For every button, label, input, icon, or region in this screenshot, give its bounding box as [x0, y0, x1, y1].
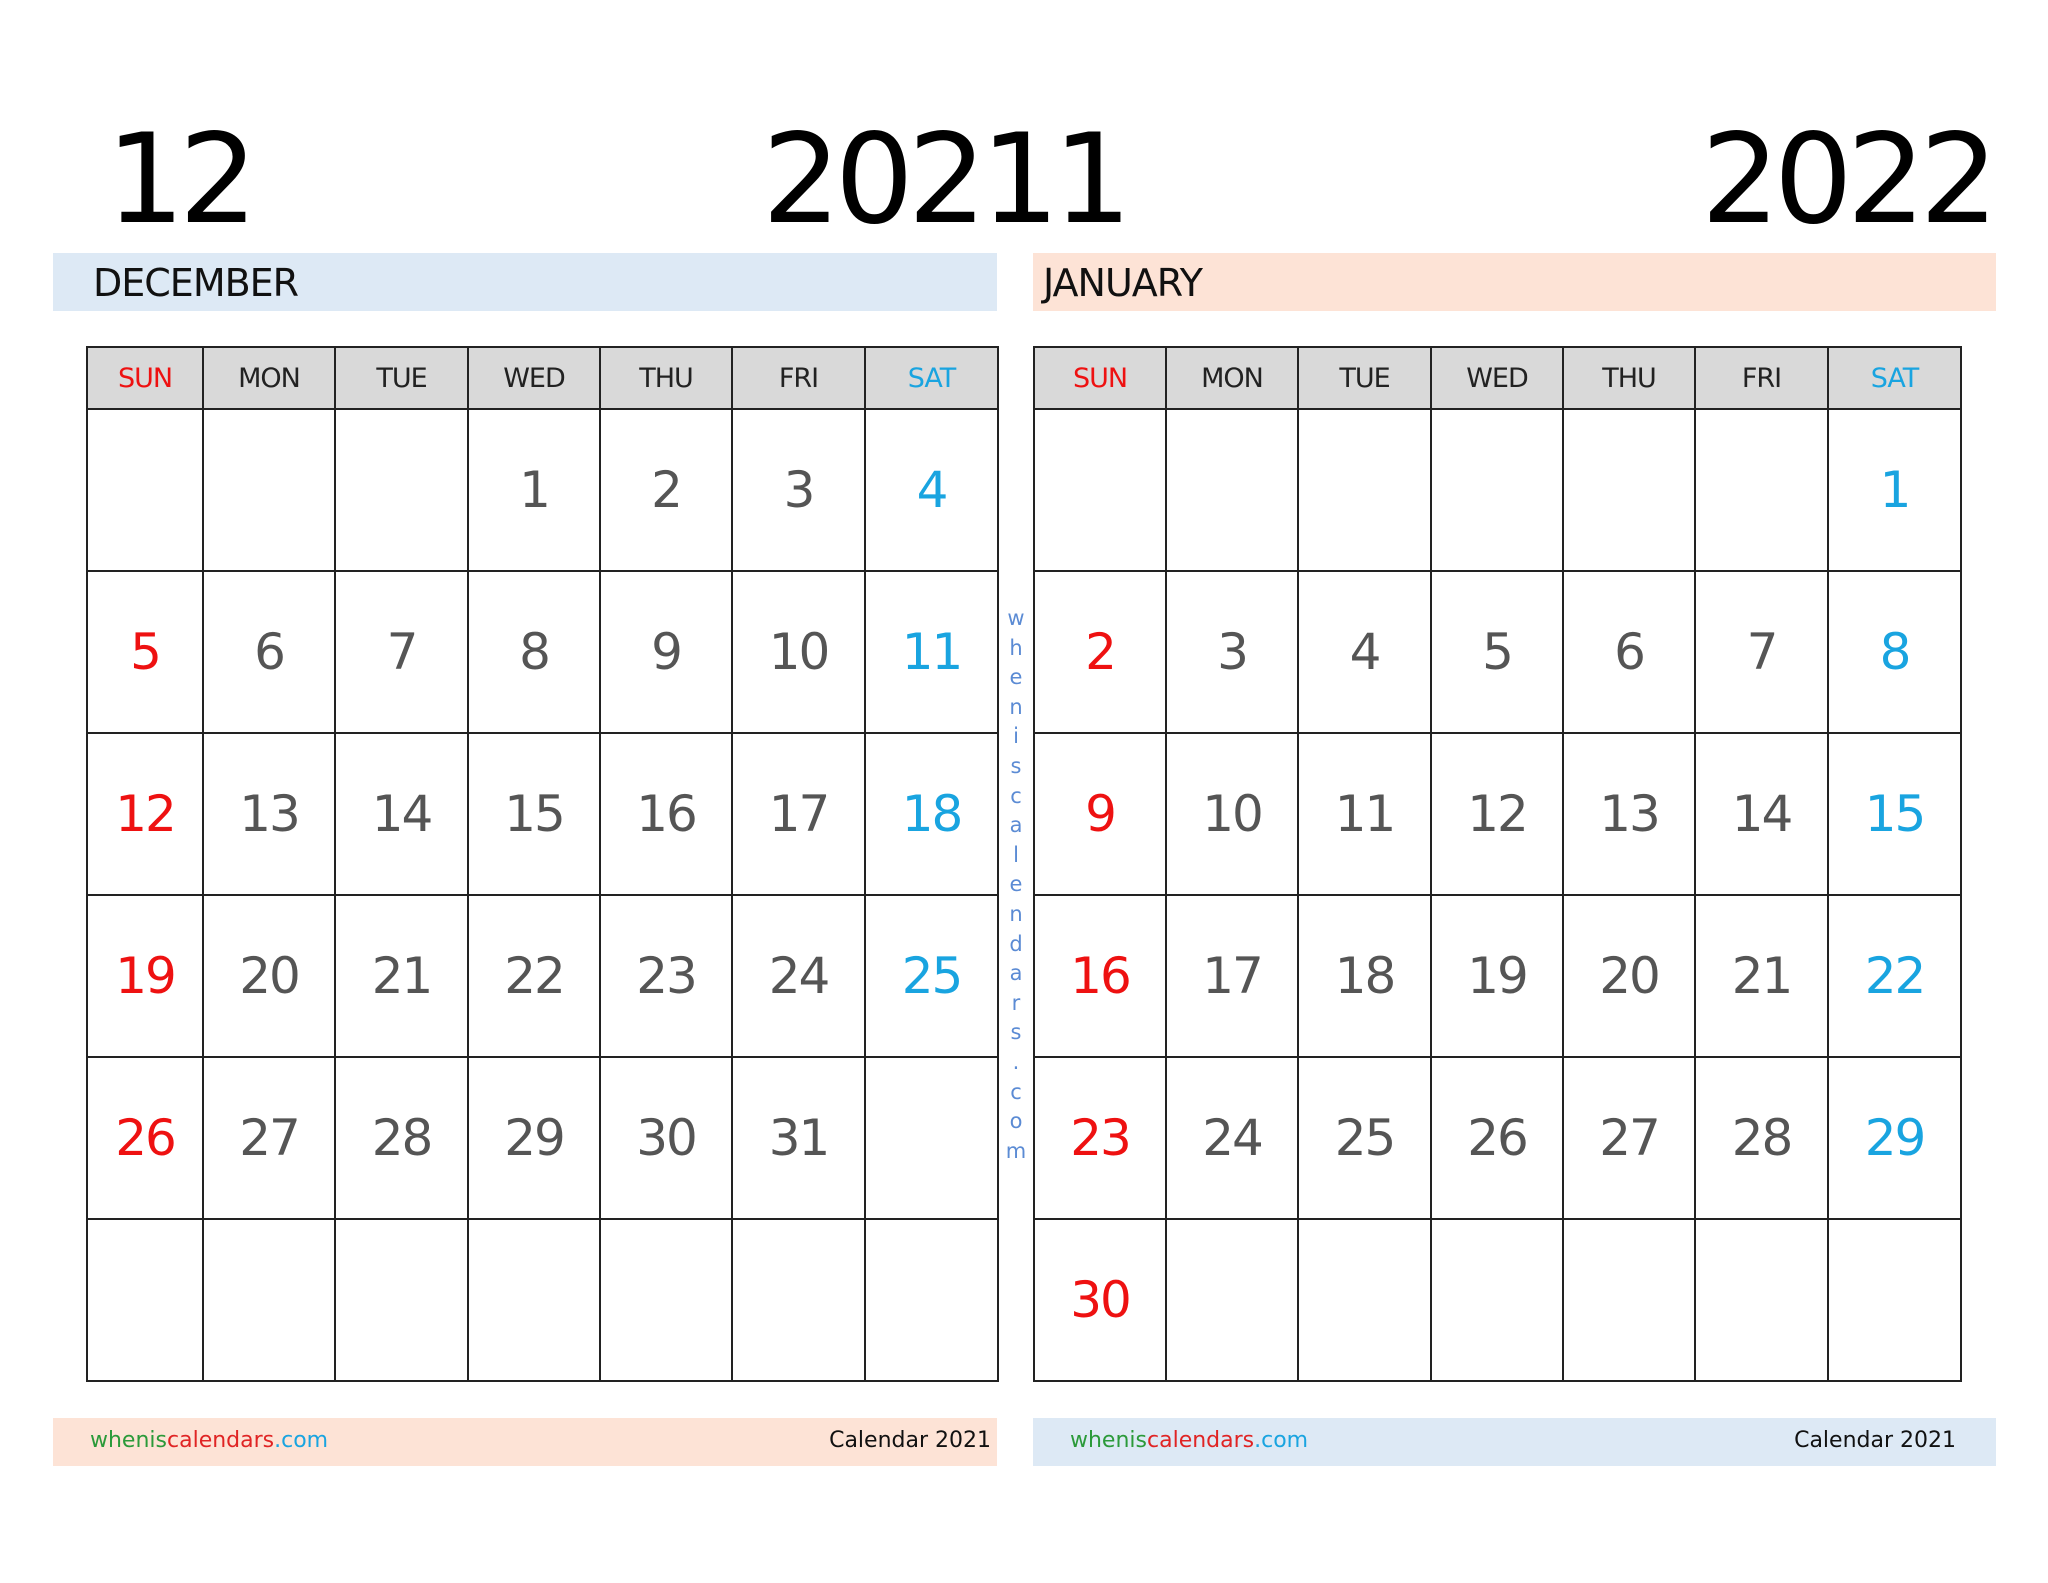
day-cell[interactable]: 11: [1298, 733, 1431, 895]
day-cell[interactable]: 12: [87, 733, 203, 895]
footer-bar: [53, 1418, 997, 1466]
watermark-letter: a: [1009, 961, 1023, 986]
weekday-header-wed: WED: [468, 347, 600, 409]
day-cell[interactable]: 12: [1431, 733, 1563, 895]
month-grid: [86, 346, 999, 1382]
day-cell[interactable]: 9: [1034, 733, 1166, 895]
day-cell[interactable]: 5: [1431, 571, 1563, 733]
day-cell[interactable]: 28: [335, 1057, 468, 1219]
watermark-letter: e: [1009, 665, 1023, 690]
day-cell[interactable]: 29: [468, 1057, 600, 1219]
day-cell[interactable]: [1166, 1219, 1298, 1381]
day-cell[interactable]: 10: [1166, 733, 1298, 895]
weekday-header-mon: MON: [1166, 347, 1298, 409]
day-cell[interactable]: 19: [1431, 895, 1563, 1057]
day-cell[interactable]: [1298, 1219, 1431, 1381]
week-row: [87, 895, 998, 1057]
day-cell[interactable]: [1563, 409, 1695, 571]
day-cell[interactable]: 27: [203, 1057, 335, 1219]
day-cell[interactable]: 15: [1828, 733, 1961, 895]
week-row: [1034, 1057, 1961, 1219]
day-cell[interactable]: 4: [865, 409, 998, 571]
day-cell[interactable]: 2: [600, 409, 732, 571]
day-cell[interactable]: 27: [1563, 1057, 1695, 1219]
week-row: [1034, 733, 1961, 895]
watermark-letter: s: [1010, 753, 1022, 778]
site-part-com: .com: [1254, 1428, 1309, 1453]
month-name: DECEMBER: [93, 261, 299, 305]
day-cell[interactable]: 13: [1563, 733, 1695, 895]
site-part-calendars: calendars: [1147, 1428, 1255, 1453]
month-number: 12: [106, 108, 252, 252]
day-cell[interactable]: 14: [1695, 733, 1828, 895]
day-cell[interactable]: 24: [1166, 1057, 1298, 1219]
watermark-letter: r: [1011, 990, 1021, 1015]
day-cell[interactable]: [1166, 409, 1298, 571]
day-cell[interactable]: 26: [1431, 1057, 1563, 1219]
day-cell[interactable]: [87, 409, 203, 571]
day-cell[interactable]: 7: [335, 571, 468, 733]
month-grid: [1033, 346, 1962, 1382]
week-row: [1034, 409, 1961, 571]
watermark-letter: l: [1013, 842, 1019, 867]
watermark-letter: o: [1009, 1109, 1023, 1134]
weekday-header-wed: WED: [1431, 347, 1563, 409]
weekday-header-thu: THU: [600, 347, 732, 409]
month-number: 1: [1053, 108, 1126, 252]
day-cell[interactable]: [1563, 1219, 1695, 1381]
watermark-letter: e: [1009, 872, 1023, 897]
week-row: [1034, 571, 1961, 733]
day-cell[interactable]: 17: [732, 733, 865, 895]
weekday-header-mon: MON: [203, 347, 335, 409]
day-cell[interactable]: 6: [203, 571, 335, 733]
watermark-letter: n: [1009, 901, 1023, 926]
weekday-header-sat: SAT: [865, 347, 998, 409]
watermark-letter: s: [1010, 1020, 1022, 1045]
month-name-band: [1033, 253, 1996, 311]
day-cell[interactable]: 19: [87, 895, 203, 1057]
day-cell[interactable]: 30: [600, 1057, 732, 1219]
day-cell[interactable]: 25: [1298, 1057, 1431, 1219]
day-cell[interactable]: [1298, 409, 1431, 571]
site-part-com: .com: [274, 1428, 329, 1453]
weekday-header-tue: TUE: [335, 347, 468, 409]
week-row: [1034, 895, 1961, 1057]
day-cell[interactable]: 7: [1695, 571, 1828, 733]
day-cell[interactable]: 18: [1298, 895, 1431, 1057]
day-cell[interactable]: 30: [1034, 1219, 1166, 1381]
day-cell[interactable]: [865, 1057, 998, 1219]
day-cell[interactable]: 24: [732, 895, 865, 1057]
day-cell[interactable]: 23: [600, 895, 732, 1057]
day-cell[interactable]: 25: [865, 895, 998, 1057]
week-row: [1034, 1219, 1961, 1381]
day-cell[interactable]: 10: [732, 571, 865, 733]
site-link[interactable]: [1070, 1428, 1308, 1453]
day-cell[interactable]: 15: [468, 733, 600, 895]
weekday-header-sun: SUN: [87, 347, 203, 409]
day-cell[interactable]: 6: [1563, 571, 1695, 733]
watermark-letter: c: [1010, 1079, 1022, 1104]
day-cell[interactable]: [1034, 409, 1166, 571]
day-cell[interactable]: 11: [865, 571, 998, 733]
day-cell[interactable]: 16: [600, 733, 732, 895]
weekday-header-fri: FRI: [732, 347, 865, 409]
day-cell[interactable]: 18: [865, 733, 998, 895]
day-cell[interactable]: 22: [468, 895, 600, 1057]
week-row: [87, 409, 998, 571]
watermark-letter: n: [1009, 694, 1023, 719]
site-part-whenis: whenis: [90, 1428, 167, 1453]
day-cell[interactable]: [335, 409, 468, 571]
day-cell[interactable]: 1: [468, 409, 600, 571]
weekday-header-tue: TUE: [1298, 347, 1431, 409]
day-cell[interactable]: 21: [1695, 895, 1828, 1057]
day-cell[interactable]: 28: [1695, 1057, 1828, 1219]
week-row: [87, 571, 998, 733]
footer-calendar-label: Calendar 2021: [1794, 1428, 1956, 1453]
footer-calendar-label: Calendar 2021: [829, 1428, 991, 1453]
watermark-letter: h: [1009, 635, 1023, 660]
day-cell[interactable]: 17: [1166, 895, 1298, 1057]
day-cell[interactable]: 14: [335, 733, 468, 895]
day-cell[interactable]: 20: [1563, 895, 1695, 1057]
day-cell[interactable]: 5: [87, 571, 203, 733]
weekday-header-row: [1034, 347, 1961, 409]
week-row: [87, 1057, 998, 1219]
year-number: 2021: [762, 108, 1054, 252]
day-cell[interactable]: [1828, 1219, 1961, 1381]
day-cell[interactable]: 4: [1298, 571, 1431, 733]
watermark-letter: m: [1005, 1138, 1027, 1163]
day-cell[interactable]: [203, 1219, 335, 1381]
day-cell[interactable]: 16: [1034, 895, 1166, 1057]
week-row: [87, 733, 998, 895]
day-cell[interactable]: 21: [335, 895, 468, 1057]
watermark-letter: .: [1012, 1049, 1020, 1074]
month-name-band: [53, 253, 997, 311]
day-cell[interactable]: [335, 1219, 468, 1381]
day-cell[interactable]: [600, 1219, 732, 1381]
day-cell[interactable]: [1431, 409, 1563, 571]
site-link[interactable]: [90, 1428, 328, 1453]
watermark-letter: a: [1009, 813, 1023, 838]
day-cell[interactable]: 8: [468, 571, 600, 733]
site-part-whenis: whenis: [1070, 1428, 1147, 1453]
day-cell[interactable]: [1695, 409, 1828, 571]
day-cell[interactable]: [1431, 1219, 1563, 1381]
day-cell[interactable]: 13: [203, 733, 335, 895]
day-cell[interactable]: 8: [1828, 571, 1961, 733]
day-cell[interactable]: [732, 1219, 865, 1381]
day-cell[interactable]: [203, 409, 335, 571]
day-cell[interactable]: 22: [1828, 895, 1961, 1057]
day-cell[interactable]: 2: [1034, 571, 1166, 733]
day-cell[interactable]: 23: [1034, 1057, 1166, 1219]
weekday-header-row: [87, 347, 998, 409]
day-cell[interactable]: 9: [600, 571, 732, 733]
day-cell[interactable]: 20: [203, 895, 335, 1057]
vertical-watermark: [1003, 604, 1029, 1166]
day-cell[interactable]: 31: [732, 1057, 865, 1219]
day-cell[interactable]: [87, 1219, 203, 1381]
weekday-header-sun: SUN: [1034, 347, 1166, 409]
watermark-letter: d: [1009, 931, 1023, 956]
year-number: 2022: [1701, 108, 1993, 252]
day-cell[interactable]: [1695, 1219, 1828, 1381]
footer-bar: [1033, 1418, 1996, 1466]
day-cell[interactable]: 3: [732, 409, 865, 571]
day-cell[interactable]: 1: [1828, 409, 1961, 571]
watermark-letter: c: [1010, 783, 1022, 808]
day-cell[interactable]: [468, 1219, 600, 1381]
week-row: [87, 1219, 998, 1381]
weekday-header-fri: FRI: [1695, 347, 1828, 409]
day-cell[interactable]: 29: [1828, 1057, 1961, 1219]
day-cell[interactable]: 26: [87, 1057, 203, 1219]
day-cell[interactable]: [865, 1219, 998, 1381]
month-name: JANUARY: [1043, 261, 1202, 305]
weekday-header-sat: SAT: [1828, 347, 1961, 409]
day-cell[interactable]: 3: [1166, 571, 1298, 733]
watermark-letter: i: [1013, 724, 1019, 749]
weekday-header-thu: THU: [1563, 347, 1695, 409]
site-part-calendars: calendars: [167, 1428, 275, 1453]
watermark-letter: w: [1007, 606, 1025, 630]
